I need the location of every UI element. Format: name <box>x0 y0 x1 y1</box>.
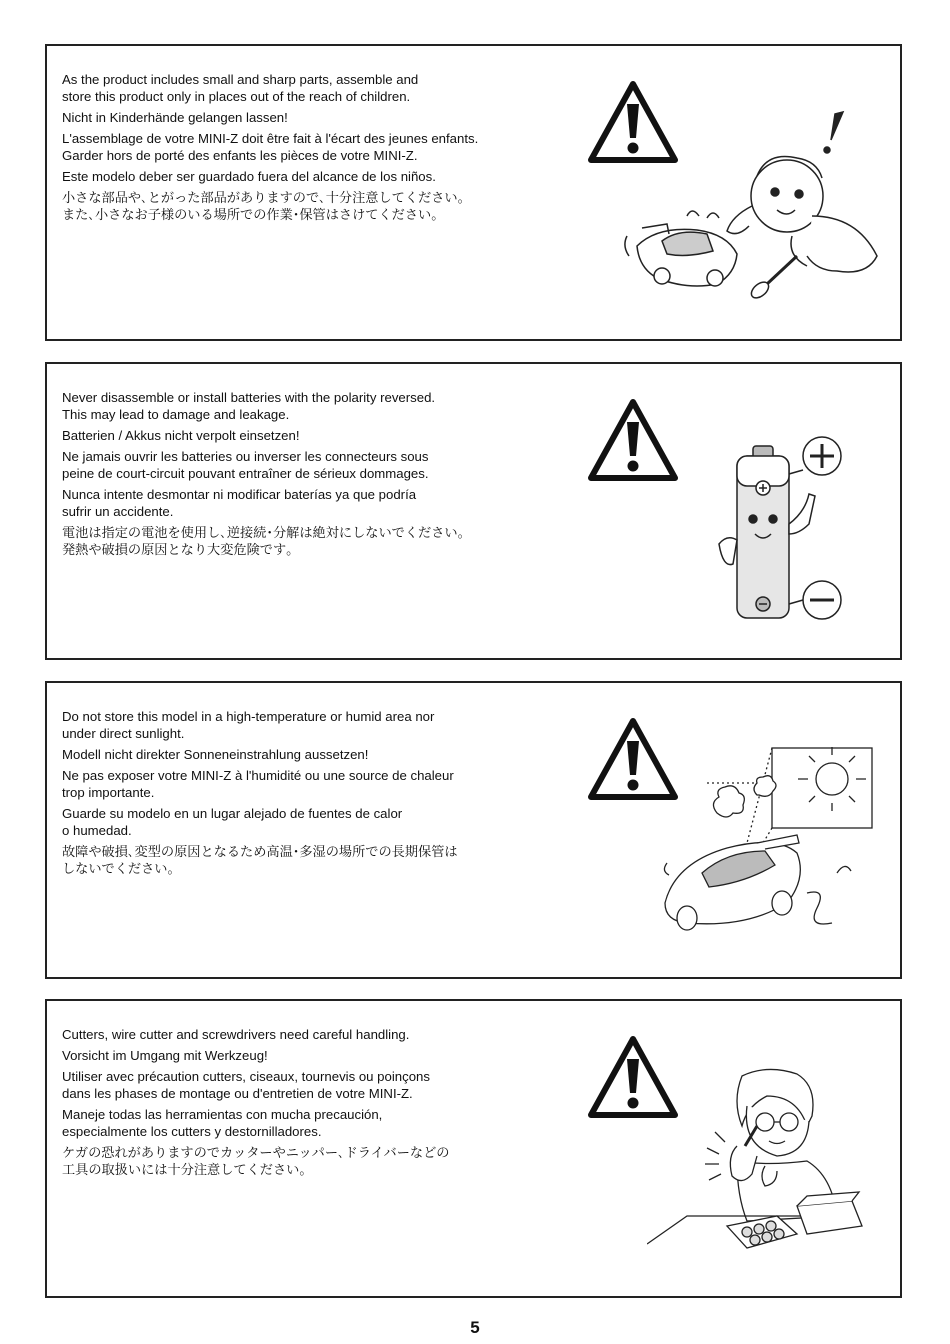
warning-text <box>62 389 562 562</box>
man-with-cutter-illustration <box>647 1066 877 1256</box>
warning-line-en: Do not store this model in a high-temperature or humid area nor under direct sunlight. <box>62 709 435 741</box>
warning-line-es: Este modelo deber ser guardado fuera del alcance de los niños. <box>62 169 436 184</box>
warning-line-en: Cutters, wire cutter and screwdrivers need careful handling. <box>62 1027 410 1042</box>
battery-character-illustration <box>697 434 847 629</box>
warning-box-tools <box>45 999 902 1298</box>
baby-with-car-illustration <box>617 106 892 306</box>
warning-line-fr: Utiliser avec précaution cutters, ciseaux, tournevis ou poinçons dans les phases de montage ou d'entretien de votre MINI-Z. <box>62 1069 430 1101</box>
warning-line-de: Vorsicht im Umgang mit Werkzeug! <box>62 1048 268 1063</box>
warning-line-en: As the product includes small and sharp parts, assemble and store this product only in places out of the reach of children. <box>62 72 419 104</box>
warning-line-de: Modell nicht direkter Sonneneinstrahlung aussetzen! <box>62 747 369 762</box>
warning-box-batteries <box>45 362 902 660</box>
warning-box-children <box>45 44 902 341</box>
warning-line-ja: 小さな部品や､とがった部品がありますので､十分注意してください｡ また､小さなお子様のいる場所での作業･保管はさけてください｡ <box>62 190 465 222</box>
warning-line-ja: 故障や破損､変型の原因となるため高温･多湿の場所での長期保管は しないでください｡ <box>62 844 458 876</box>
warning-line-fr: Ne jamais ouvrir les batteries ou inverser les connecteurs sous peine de court-circuit pouvant entraîner de sérieux dommages. <box>62 449 429 481</box>
warning-line-de: Batterien / Akkus nicht verpolt einsetzen! <box>62 428 300 443</box>
page-number: 5 <box>470 1318 480 1337</box>
warning-line-es: Nunca intente desmontar ni modificar baterías ya que podría sufrir un accidente. <box>62 487 417 519</box>
warning-line-ja: 電池は指定の電池を使用し､逆接続･分解は絶対にしないでください｡ 発熱や破損の原因となり大変危険です｡ <box>62 525 465 557</box>
warning-line-fr: Ne pas exposer votre MINI-Z à l'humidité ou une source de chaleur trop importante. <box>62 768 454 800</box>
warning-text <box>62 71 562 227</box>
warning-box-storage <box>45 681 902 979</box>
warning-text <box>62 708 562 881</box>
warning-line-fr: L'assemblage de votre MINI-Z doit être fait à l'écart des jeunes enfants. Garder hors de porté des enfants les pièces de votre MINI-Z. <box>62 131 479 163</box>
warning-triangle-icon <box>587 398 679 482</box>
warning-line-ja: ケガの恐れがありますのでカッターやニッパー､ドライバーなどの 工具の取扱いには十分注意してください｡ <box>62 1145 450 1177</box>
warning-line-en: Never disassemble or install batteries with the polarity reversed. This may lead to damage and leakage. <box>62 390 436 422</box>
warning-line-es: Guarde su modelo en un lugar alejado de fuentes de calor o humedad. <box>62 806 403 838</box>
warning-line-de: Nicht in Kinderhände gelangen lassen! <box>62 110 288 125</box>
car-in-sunlight-illustration <box>647 743 877 943</box>
warning-line-es: Maneje todas las herramientas con mucha precaución, especialmente los cutters y destornilladores. <box>62 1107 383 1139</box>
warning-text <box>62 1026 562 1182</box>
